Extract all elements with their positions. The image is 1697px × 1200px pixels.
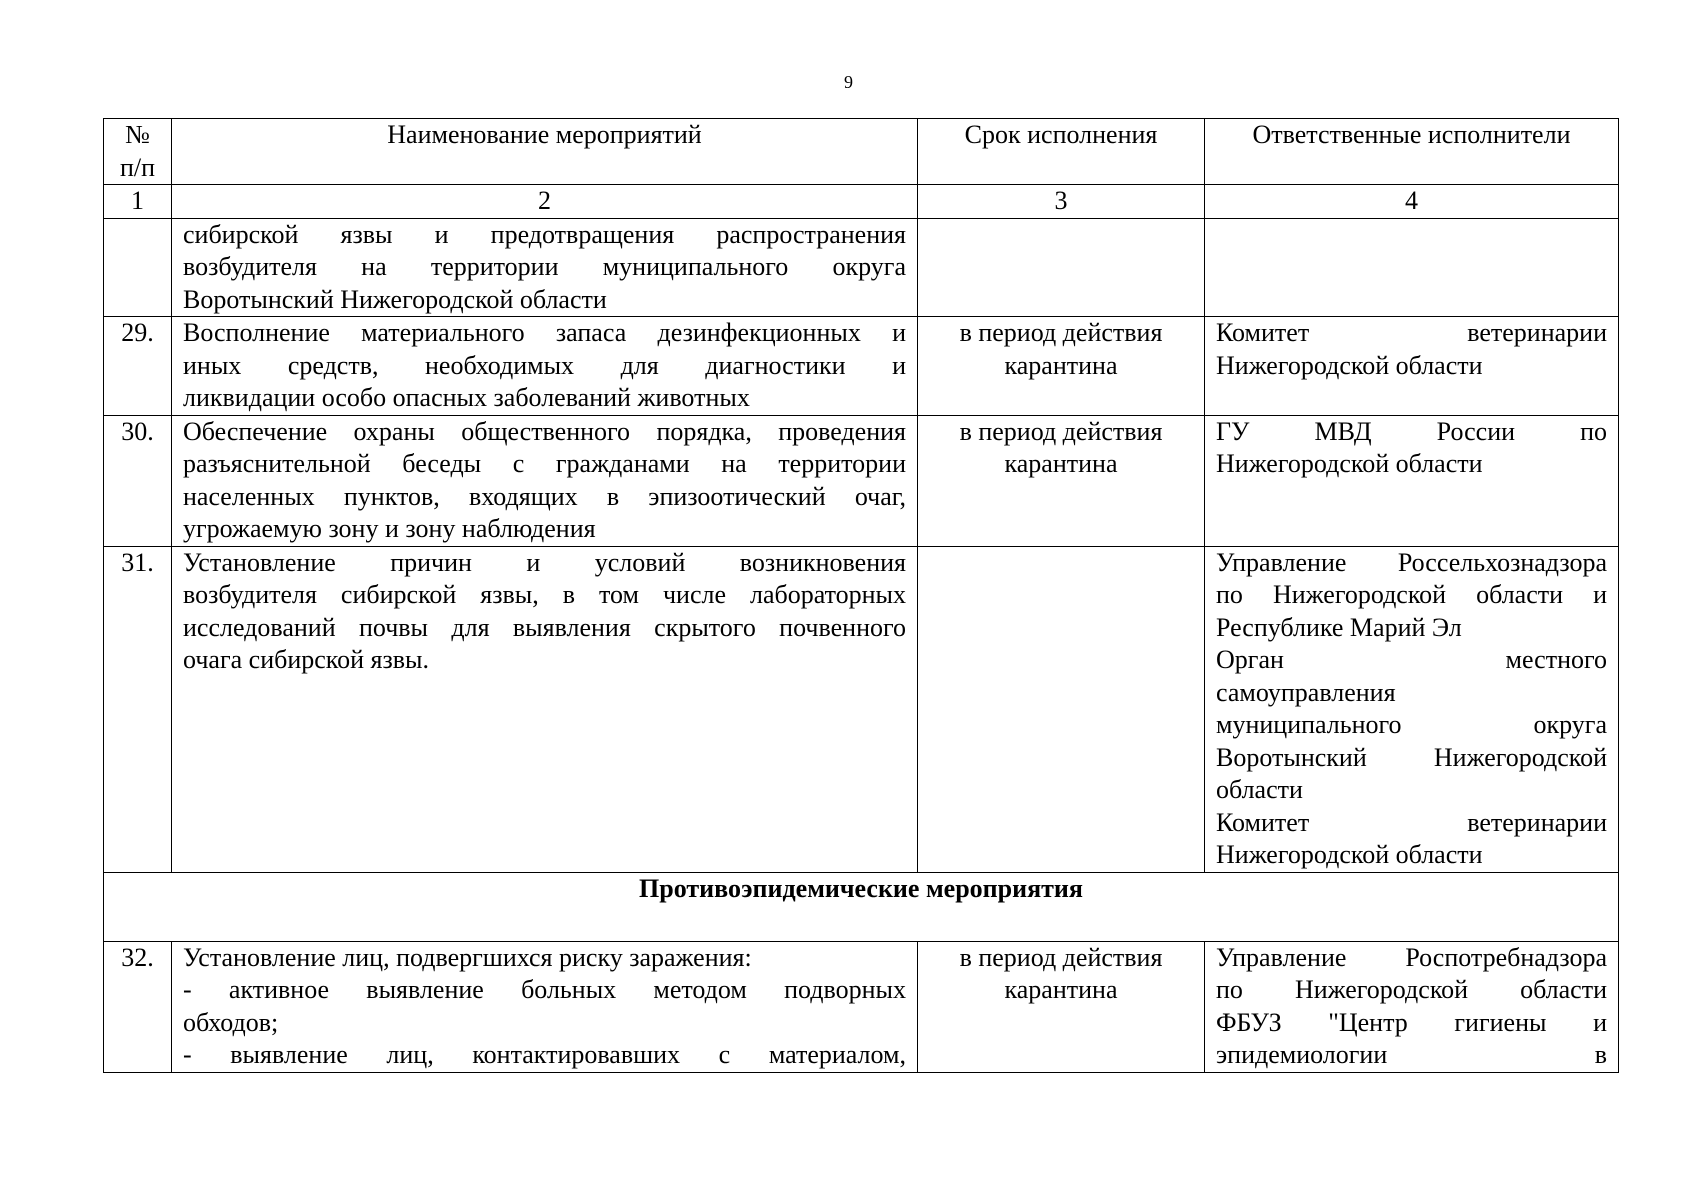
row-num: 32. xyxy=(104,941,172,1072)
row-responsible: Управление Роспотребнадзора по Нижегородской области ФБУЗ "Центр гигиены и эпидемиологии в xyxy=(1205,941,1619,1072)
row-name: сибирской язвы и предотвращения распространения возбудителя на территории муниципального округа Воротынский Нижегородской области xyxy=(172,218,918,317)
header-num: № п/п xyxy=(104,119,172,185)
column-index-4: 4 xyxy=(1205,185,1619,219)
row-term: в период действия карантина xyxy=(918,415,1205,546)
row-responsible: Управление Россельхознадзора по Нижегородской области и Республике Марий Эл Орган местного самоуправления муниципального округа Воротынский Нижегородской области Комитет ветеринарии Нижегородской области xyxy=(1205,546,1619,872)
column-index-3: 3 xyxy=(918,185,1205,219)
table-row-continuation xyxy=(104,218,1619,317)
table-row-31 xyxy=(104,546,1619,872)
row-name: Установление причин и условий возникновения возбудителя сибирской язвы, в том числе лабораторных исследований почвы для выявления скрытого почвенного очага сибирской язвы. xyxy=(172,546,918,872)
row-num: 29. xyxy=(104,317,172,416)
column-index-row xyxy=(104,185,1619,219)
row-term xyxy=(918,546,1205,872)
row-term: в период действия карантина xyxy=(918,317,1205,416)
table-row-32 xyxy=(104,941,1619,1072)
header-term: Срок исполнения xyxy=(918,119,1205,185)
row-num: 30. xyxy=(104,415,172,546)
row-responsible xyxy=(1205,218,1619,317)
table-header-row xyxy=(104,119,1619,185)
header-name: Наименование мероприятий xyxy=(172,119,918,185)
header-responsible: Ответственные исполнители xyxy=(1205,119,1619,185)
column-index-1: 1 xyxy=(104,185,172,219)
row-name: Восполнение материального запаса дезинфекционных и иных средств, необходимых для диагностики и ликвидации особо опасных заболеваний животных xyxy=(172,317,918,416)
column-index-2: 2 xyxy=(172,185,918,219)
row-name: Обеспечение охраны общественного порядка, проведения разъяснительной беседы с гражданами на территории населенных пунктов, входящих в эпизоотический очаг, угрожаемую зону и зону наблюдения xyxy=(172,415,918,546)
table-row-29 xyxy=(104,317,1619,416)
section-title: Противоэпидемические мероприятия xyxy=(104,872,1619,941)
page-number: 9 xyxy=(844,72,853,92)
row-term: в период действия карантина xyxy=(918,941,1205,1072)
row-responsible: ГУ МВД России по Нижегородской области xyxy=(1205,415,1619,546)
row-num xyxy=(104,218,172,317)
row-term xyxy=(918,218,1205,317)
row-num: 31. xyxy=(104,546,172,872)
section-row xyxy=(104,872,1619,941)
row-responsible: Комитет ветеринарии Нижегородской области xyxy=(1205,317,1619,416)
table-row-30 xyxy=(104,415,1619,546)
measures-table xyxy=(103,118,1619,1073)
row-name: Установление лиц, подвергшихся риску заражения: - активное выявление больных методом подворных обходов; - выявление лиц, контактировавших с материалом, xyxy=(172,941,918,1072)
